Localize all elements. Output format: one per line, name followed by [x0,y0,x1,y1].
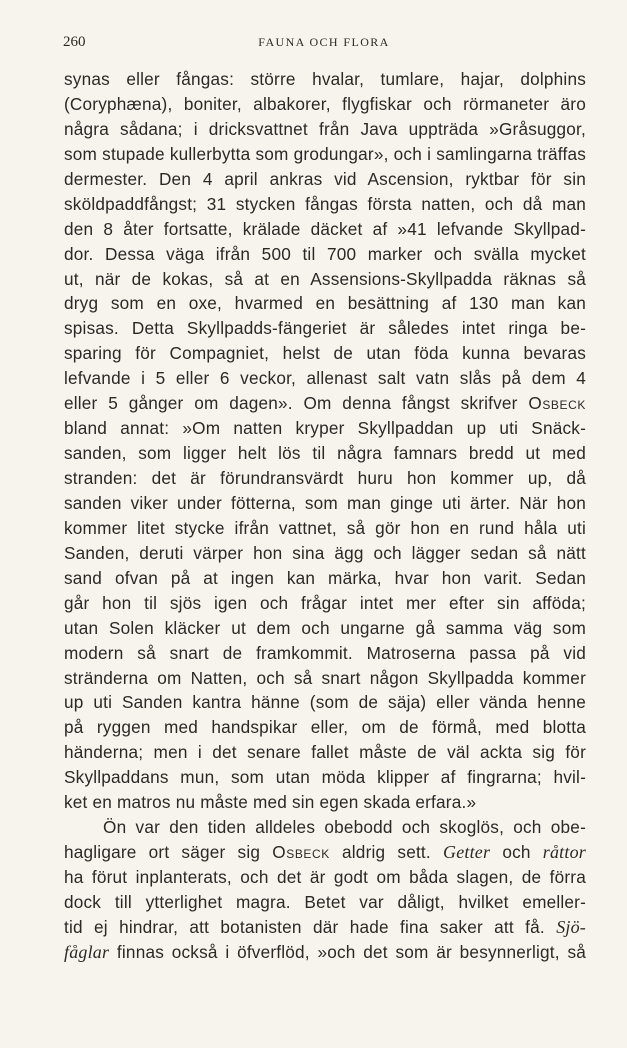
text-line: stränderna om Natten, och så snart någon Skyllpadda kommer [64,667,586,688]
text-line: ha förut inplanterats, och det är godt om båda slagen, de förra [64,867,586,887]
text-line: sand ofvan på at ingen kan märka, hvar hon varit. Sedan [64,567,586,588]
text-run: tid ej hindrar, att botanisten där hade fina saker att få. [64,916,557,937]
italic-term-rattor: råttor [542,842,586,863]
text-line: up uti Sanden kantra hänne (som de säja) eller vända henne [64,692,586,713]
page-header [63,34,585,54]
text-line: modern så snart de framkommit. Matroserna passa på vid [64,642,586,663]
text-line: bland annat: »Om natten kryper Skyllpaddan up uti Snäck- [64,418,586,439]
text-line: dock till ytterlighet magra. Betet var dåligt, hvilket emeller- [64,891,586,912]
text-line: går hon til sjös igen och frågar intet mer efter sin afföda; [64,592,586,613]
text-line: på ryggen med handspikar eller, om de förmå, med blotta [64,717,586,738]
text-line [64,391,586,416]
italic-term-faglar: fåglar [64,941,110,962]
text-run: och [490,842,543,863]
text-run: hagligare ort säger sig [64,842,273,863]
text-line: kommer litet stycke ifrån vattnet, så gör hon en rund håla uti [64,517,586,538]
text-line: sanden viker under fötterna, som man ginge uti ärter. När hon [64,492,586,513]
text-line [64,940,586,965]
text-line: lefvande i 5 eller 6 veckor, allenast salt vatn slås på dem 4 [64,368,586,389]
text-line: några sådana; i dricksvattnet från Java uppträda »Gråsuggor, [64,118,586,139]
text-line: dermester. Den 4 april ankras vid Ascension, ryktbar för sin [64,168,586,189]
text-line: stranden: det är förundransvärdt huru hon kommer up, då [64,468,586,488]
italic-term-sjo: Sjö- [556,916,586,937]
text-line [64,915,586,940]
italic-term-getter: Getter [443,842,491,863]
text-line: den 8 åter fortsatte, krälade däcket af »41 lefvande Skyllpad- [64,218,586,239]
paragraph-first-line: Ön var den tiden alldeles obebodd och skoglös, och obe- [103,817,586,838]
text-line: sanden, som ligger helt lös til några famnars bredd ut med [64,443,586,464]
text-line: dor. Dessa väga ifrån 500 til 700 marker och svälla mycket [64,243,586,264]
text-line: ut, när de kokas, så at en Assensions-Skyllpadda räknas så [64,268,586,289]
author-name-osbeck: Osbeck [528,393,586,414]
body-text [64,67,586,965]
text-line: som stupade kullerbytta som grodungar», och i samlingarna träffas [64,143,586,164]
text-run: finnas också i öfverflöd, »och det som är besynnerligt, så [109,941,586,962]
text-line: dryg som en oxe, hvarmed en besättning af 130 man kan [64,293,586,314]
text-line: händerna; men i det senare fallet måste de väl ackta sig för [64,742,586,763]
text-run: aldrig sett. [329,842,444,863]
text-line: Skyllpaddans mun, som utan möda klipper af fingrarna; hvil- [64,767,586,788]
author-name-osbeck: Osbeck [272,842,330,863]
text-line: spisas. Detta Skyllpadds-fängeriet är således intet ringa be- [64,318,586,339]
running-head: FAUNA OCH FLORA [258,35,390,49]
text-run: eller 5 gånger om dagen». Om denna fångst skrifver [64,393,529,414]
text-line: Sanden, deruti värper hon sina ägg och lägger sedan så nätt [64,542,586,563]
text-line: utan Solen kläcker ut dem och ungarne gå samma väg som [64,617,586,638]
text-line: (Coryphæna), boniter, albakorer, flygfiskar och rörmaneter äro [64,93,586,114]
text-line [64,840,586,865]
text-line: synas eller fångas: större hvalar, tumlare, hajar, dolphins [64,69,586,89]
page-number: 260 [63,34,86,50]
text-line: sparing för Compagniet, helst de utan föda kunna bevaras [64,343,586,364]
text-line: sköldpaddfångst; 31 stycken fångas första natten, och då man [64,193,586,214]
text-line: ket en matros nu måste med sin egen skada erfara.» [64,792,477,813]
